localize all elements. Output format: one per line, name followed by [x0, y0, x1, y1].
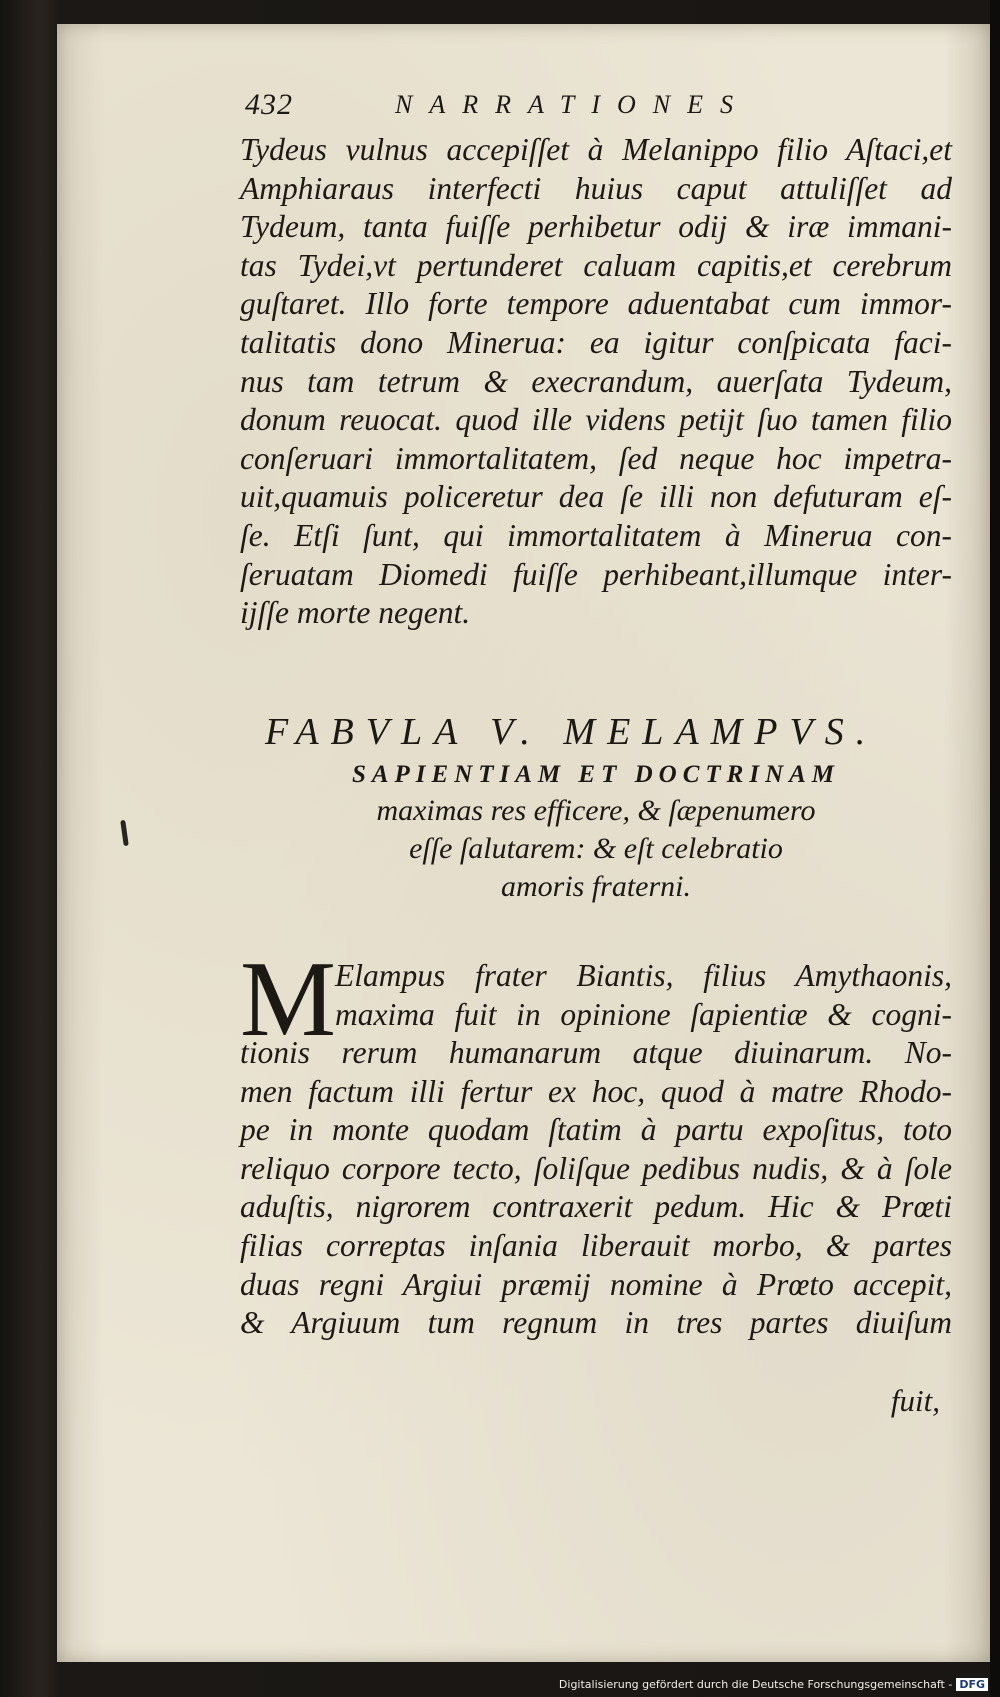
digitization-credit [559, 1678, 988, 1691]
subtitle-line: eſſe ſalutarem: & eſt celebratio [409, 832, 783, 865]
catchword: fuit, [890, 1383, 940, 1418]
book-spine-edge [990, 0, 1000, 1697]
drop-cap-initial: M [240, 940, 337, 1059]
text-line: ijſſe morte negent. [240, 595, 471, 631]
fable-title: FABVLA V. MELAMPVS. [265, 711, 878, 753]
paragraph-2 [240, 1034, 952, 1343]
text-line: donum reuocat. quod ille videns petijt ſuo tamen filio [240, 402, 952, 438]
fable-subtitle [240, 758, 952, 906]
text-line: men factum illi fertur ex hoc, quod à matre Rhodo- [240, 1073, 952, 1109]
page-number: 432 [245, 88, 293, 121]
running-title: NARRATIONES [395, 90, 751, 119]
text-line: tas Tydei,vt pertunderet caluam capitis,et cerebrum [240, 247, 952, 283]
subtitle-line: amoris fraterni. [500, 870, 692, 903]
paragraph-2-indented [335, 957, 952, 1034]
text-line: uit,quamuis policeretur dea ſe illi non defuturam eſ- [240, 479, 952, 515]
text-line: maxima fuit in opinione ſapientiæ & cogni- [335, 996, 952, 1032]
text-line: guſtaret. Illo forte tempore aduentabat cum immor- [240, 286, 952, 322]
text-line: ſe. Etſi ſunt, qui immortalitatem à Minerua con- [240, 517, 952, 553]
text-line: tionis rerum humanarum atque diuinarum. No- [240, 1035, 952, 1070]
subtitle-caps-line: SAPIENTIAM ET DOCTRINAM [351, 761, 841, 788]
text-line: ſeruatam Diomedi fuiſſe perhibeant,illumque inter- [240, 556, 952, 592]
text-line: Elampus frater Biantis, filius Amythaonis, [335, 958, 952, 993]
text-line: Amphiaraus interfecti huius caput attuliſſet ad [240, 170, 952, 206]
text-line: pe in monte quodam ſtatim à partu expoſitus, toto [240, 1112, 952, 1148]
page-header [245, 88, 865, 124]
text-line: reliquo corpore tecto, ſoliſque pedibus nudis, & à ſole [240, 1150, 952, 1186]
text-line: Tydeus vulnus accepiſſet à Melanippo filio Aſtaci,et [240, 132, 952, 167]
text-line: talitatis dono Minerua: ea igitur conſpicata faci- [240, 324, 952, 360]
subtitle-line: maximas res efficere, & ſæpenumero [376, 794, 816, 827]
text-line: Tydeum, tanta fuiſſe perhibetur odij & iræ immani- [240, 209, 952, 245]
credit-text: Digitalisierung gefördert durch die Deutsche Forschungsgemeinschaft - [558, 1678, 953, 1691]
paragraph-1 [240, 131, 952, 633]
text-line: & Argiuum tum regnum in tres partes diuiſum [240, 1305, 952, 1341]
text-line: nus tam tetrum & execrandum, auerſata Tydeum, [240, 363, 952, 399]
text-line: aduſtis, nigrorem contraxerit pedum. Hic & Prœti [240, 1189, 952, 1225]
text-line: duas regni Argiui præmij nomine à Prœto accepit, [240, 1266, 952, 1302]
text-line: filias correptas inſania liberauit morbo, & partes [240, 1227, 952, 1263]
dfg-logo: DFG [956, 1678, 988, 1691]
text-line: conſeruari immortalitatem, ſed neque hoc impetra- [240, 440, 952, 476]
